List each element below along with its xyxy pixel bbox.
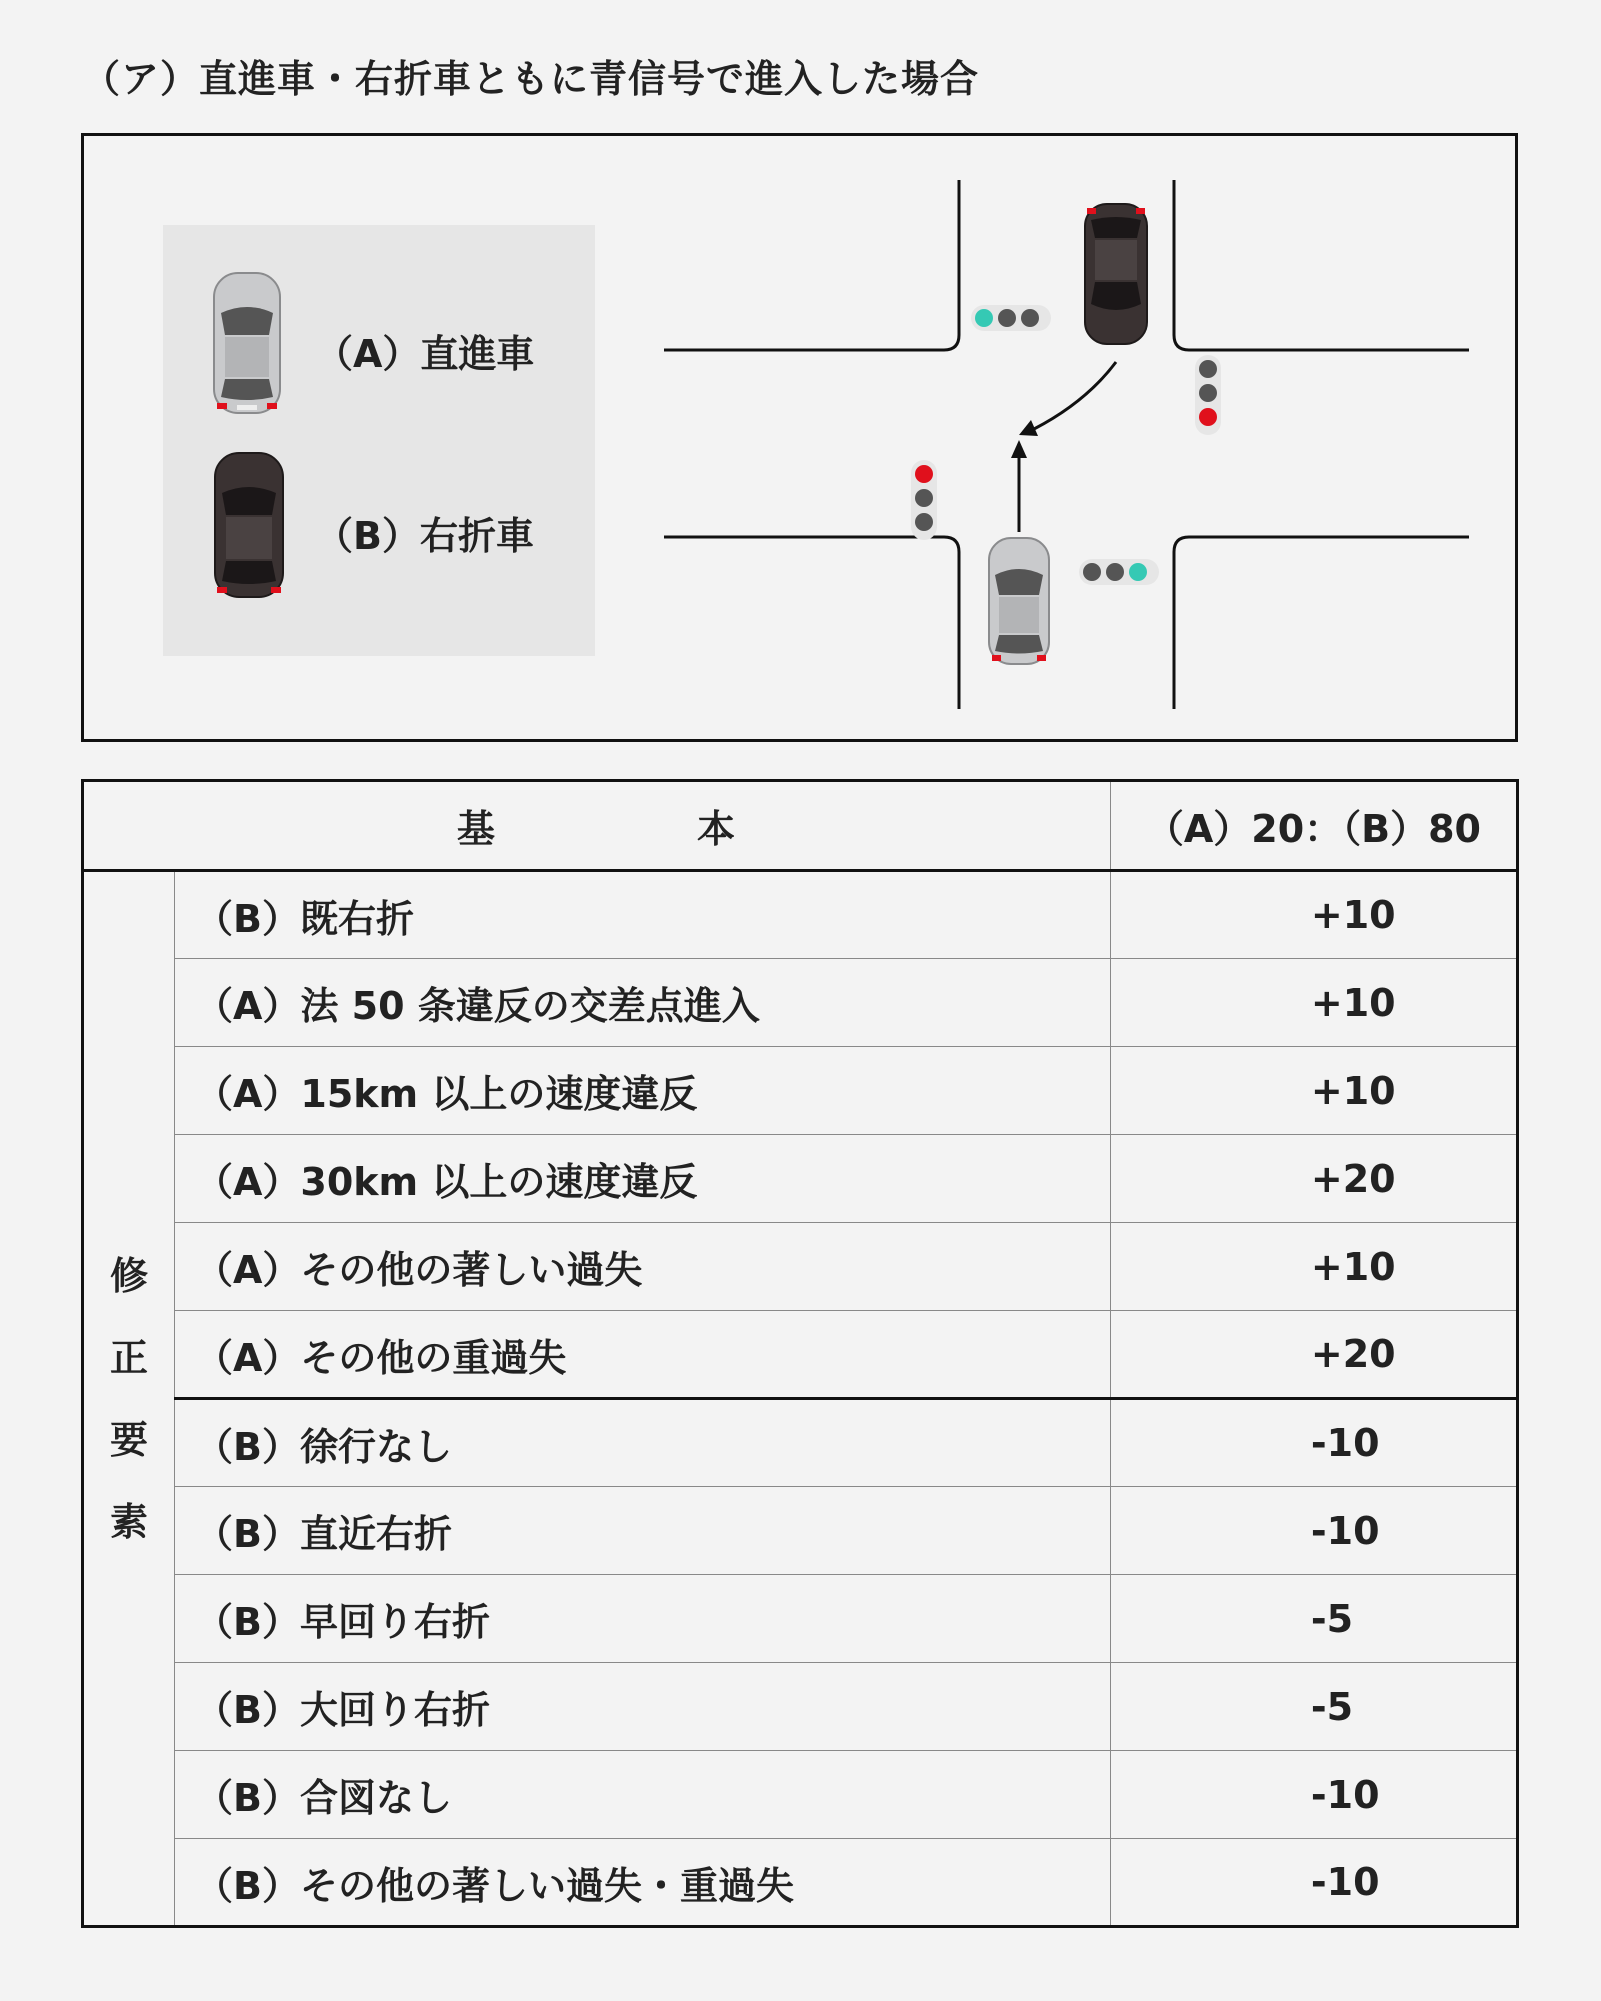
row-label: （A）その他の重過失 xyxy=(175,1311,1111,1399)
table-row xyxy=(83,959,1518,1047)
car-a-scene xyxy=(989,538,1049,664)
base-label-char1: 基 xyxy=(456,807,497,851)
side-label-modifiers xyxy=(83,871,175,1927)
table-row xyxy=(83,1487,1518,1575)
road-edges xyxy=(664,180,1469,709)
row-label: （B）直近右折 xyxy=(175,1487,1111,1575)
table-row xyxy=(83,1663,1518,1751)
table-row xyxy=(83,1223,1518,1311)
side-char: 要 xyxy=(109,1417,148,1462)
row-label: （B）大回り右折 xyxy=(175,1663,1111,1751)
row-value: +10 xyxy=(1110,871,1517,959)
row-label: （B）徐行なし xyxy=(175,1399,1111,1487)
row-value: -5 xyxy=(1110,1663,1517,1751)
row-label: （B）早回り右折 xyxy=(175,1575,1111,1663)
base-label-char2: 本 xyxy=(696,807,737,851)
page-title: （ア）直進車・右折車ともに青信号で進入した場合 xyxy=(82,57,980,101)
arrow-straight xyxy=(1011,440,1027,532)
side-char: 修 xyxy=(109,1253,148,1298)
signal-right xyxy=(1195,355,1221,435)
table-row xyxy=(83,1399,1518,1487)
table-row xyxy=(83,1575,1518,1663)
table-row xyxy=(83,1047,1518,1135)
row-value: +20 xyxy=(1110,1311,1517,1399)
side-char: 正 xyxy=(109,1335,148,1380)
base-value-cell: （A）20：（B）80 xyxy=(1110,781,1517,871)
road-edge-bottom-left xyxy=(664,537,959,709)
signal-left xyxy=(911,460,937,540)
row-value: -10 xyxy=(1110,1399,1517,1487)
row-value: -10 xyxy=(1110,1487,1517,1575)
side-char: 素 xyxy=(109,1499,148,1544)
table-row xyxy=(83,1839,1518,1927)
row-value: +10 xyxy=(1110,959,1517,1047)
base-label-cell xyxy=(83,781,1111,871)
row-label: （A）その他の著しい過失 xyxy=(175,1223,1111,1311)
accident-diagram xyxy=(81,133,1518,742)
signal-bottom-right xyxy=(1079,559,1159,585)
table-row xyxy=(83,1311,1518,1399)
table-header-row xyxy=(83,781,1518,871)
arrow-right-turn xyxy=(1019,362,1116,436)
row-label: （A）法 50 条違反の交差点進入 xyxy=(175,959,1111,1047)
legend-label-b: （B）右折車 xyxy=(315,514,534,558)
fault-ratio-table xyxy=(81,779,1519,1928)
row-value: -10 xyxy=(1110,1751,1517,1839)
table-row xyxy=(83,871,1518,959)
intersection-scene xyxy=(84,136,1515,739)
road-edge-top-right xyxy=(1174,180,1469,350)
row-value: +10 xyxy=(1110,1047,1517,1135)
row-value: +20 xyxy=(1110,1135,1517,1223)
signal-top-left xyxy=(971,305,1051,331)
road-edge-top-left xyxy=(664,180,959,350)
row-label: （B）合図なし xyxy=(175,1751,1111,1839)
row-label: （A）30km 以上の速度違反 xyxy=(175,1135,1111,1223)
row-label: （B）既右折 xyxy=(175,871,1111,959)
car-b-scene xyxy=(1085,204,1147,344)
row-value: -5 xyxy=(1110,1575,1517,1663)
table-row xyxy=(83,1135,1518,1223)
table-row xyxy=(83,1751,1518,1839)
row-label: （B）その他の著しい過失・重過失 xyxy=(175,1839,1111,1927)
row-value: +10 xyxy=(1110,1223,1517,1311)
legend-label-a: （A）直進車 xyxy=(315,332,535,376)
row-label: （A）15km 以上の速度違反 xyxy=(175,1047,1111,1135)
row-value: -10 xyxy=(1110,1839,1517,1927)
road-edge-bottom-right xyxy=(1174,537,1469,709)
